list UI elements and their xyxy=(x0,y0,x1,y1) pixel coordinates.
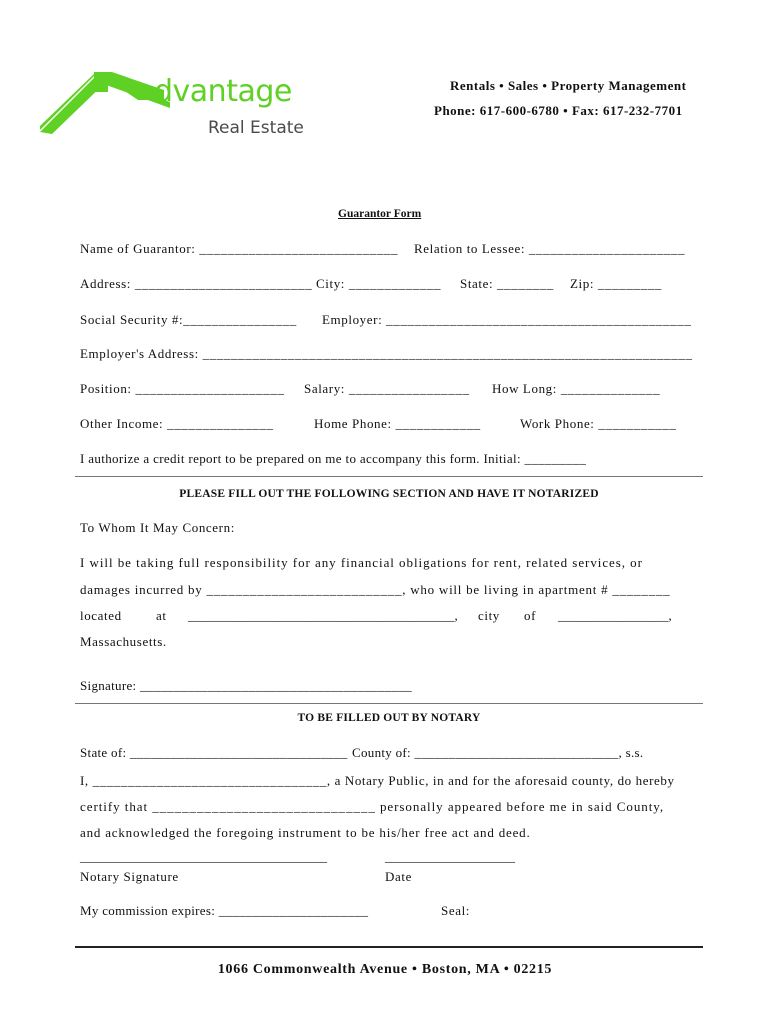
notary-name-field[interactable]: I, _________________________________, a Notary Public, in and for the aforesaid county, do hereby xyxy=(80,773,675,788)
credit-authorization-initial[interactable]: I authorize a credit report to be prepared on me to accompany this form. Initial: _________ xyxy=(80,451,587,466)
location-field[interactable]: _________________________________________, xyxy=(188,608,458,623)
city-of-field[interactable]: _________________, xyxy=(558,608,672,623)
how-long-field[interactable]: How Long: ______________ xyxy=(492,381,661,396)
notary-signature-line[interactable]: ______________________________________ xyxy=(80,849,327,864)
divider xyxy=(75,703,703,704)
company-phone-fax: Phone: 617-600-6780 • Fax: 617-232-7701 xyxy=(434,103,683,118)
notary-signature-label: Notary Signature xyxy=(80,869,179,884)
at-label: at xyxy=(156,608,167,623)
form-title: Guarantor Form xyxy=(338,208,422,220)
commission-expires-field[interactable]: My commission expires: ______________________ xyxy=(80,903,369,918)
logo-subtitle: Real Estate xyxy=(208,118,304,138)
employer-address-field[interactable]: Employer's Address: _____________________________________________________________________ xyxy=(80,346,693,361)
company-tagline: Rentals • Sales • Property Management xyxy=(450,78,687,93)
city-label: city xyxy=(478,608,500,623)
relation-to-lessee-field[interactable]: Relation to Lessee: ______________________ xyxy=(414,241,686,256)
located-label: located xyxy=(80,608,122,623)
work-phone-field[interactable]: Work Phone: ___________ xyxy=(520,416,677,431)
salary-field[interactable]: Salary: _________________ xyxy=(304,381,470,396)
notarize-heading: PLEASE FILL OUT THE FOLLOWING SECTION AND HAVE IT NOTARIZED xyxy=(179,488,599,500)
zip-field[interactable]: Zip: _________ xyxy=(570,276,662,291)
footer-address: 1066 Commonwealth Avenue • Boston, MA • 02215 xyxy=(217,962,553,977)
home-phone-field[interactable]: Home Phone: ____________ xyxy=(314,416,481,431)
damages-incurred-field[interactable]: damages incurred by ___________________________, who will be living in apartment # ________ xyxy=(80,582,671,597)
guarantor-name-field[interactable]: Name of Guarantor: ____________________________ xyxy=(80,241,399,256)
logo-word: dvantage xyxy=(154,74,292,109)
city-field[interactable]: City: _____________ xyxy=(316,276,442,291)
signature-field[interactable]: Signature: ________________________________________ xyxy=(80,678,412,693)
notary-acknowledgement: and acknowledged the foregoing instrument to be his/her free act and deed. xyxy=(80,825,531,840)
state-name: Massachusetts. xyxy=(80,634,167,649)
divider xyxy=(75,476,703,477)
notary-county-field[interactable]: County of: ______________________________, s.s. xyxy=(352,745,644,760)
address-field[interactable]: Address: _________________________ xyxy=(80,276,313,291)
notary-state-field[interactable]: State of: ________________________________ xyxy=(80,745,348,760)
responsibility-text: I will be taking full responsibility for any financial obligations for rent, related services, or xyxy=(80,555,643,570)
position-field[interactable]: Position: _____________________ xyxy=(80,381,285,396)
salutation: To Whom It May Concern: xyxy=(80,520,235,535)
state-field[interactable]: State: ________ xyxy=(460,276,554,291)
notary-heading: TO BE FILLED OUT BY NOTARY xyxy=(297,712,481,724)
notary-date-line[interactable]: ____________________ xyxy=(385,849,515,864)
notary-certify-field[interactable]: certify that ______________________________ personally appeared before me in said County, xyxy=(80,799,665,814)
employer-field[interactable]: Employer: ___________________________________________ xyxy=(322,312,692,327)
seal-label: Seal: xyxy=(441,903,470,918)
other-income-field[interactable]: Other Income: _______________ xyxy=(80,416,274,431)
ssn-field[interactable]: Social Security #:________________ xyxy=(80,312,297,327)
company-logo xyxy=(38,66,313,146)
of-label: of xyxy=(524,608,537,623)
notary-date-label: Date xyxy=(385,869,412,884)
footer-divider xyxy=(75,946,703,948)
